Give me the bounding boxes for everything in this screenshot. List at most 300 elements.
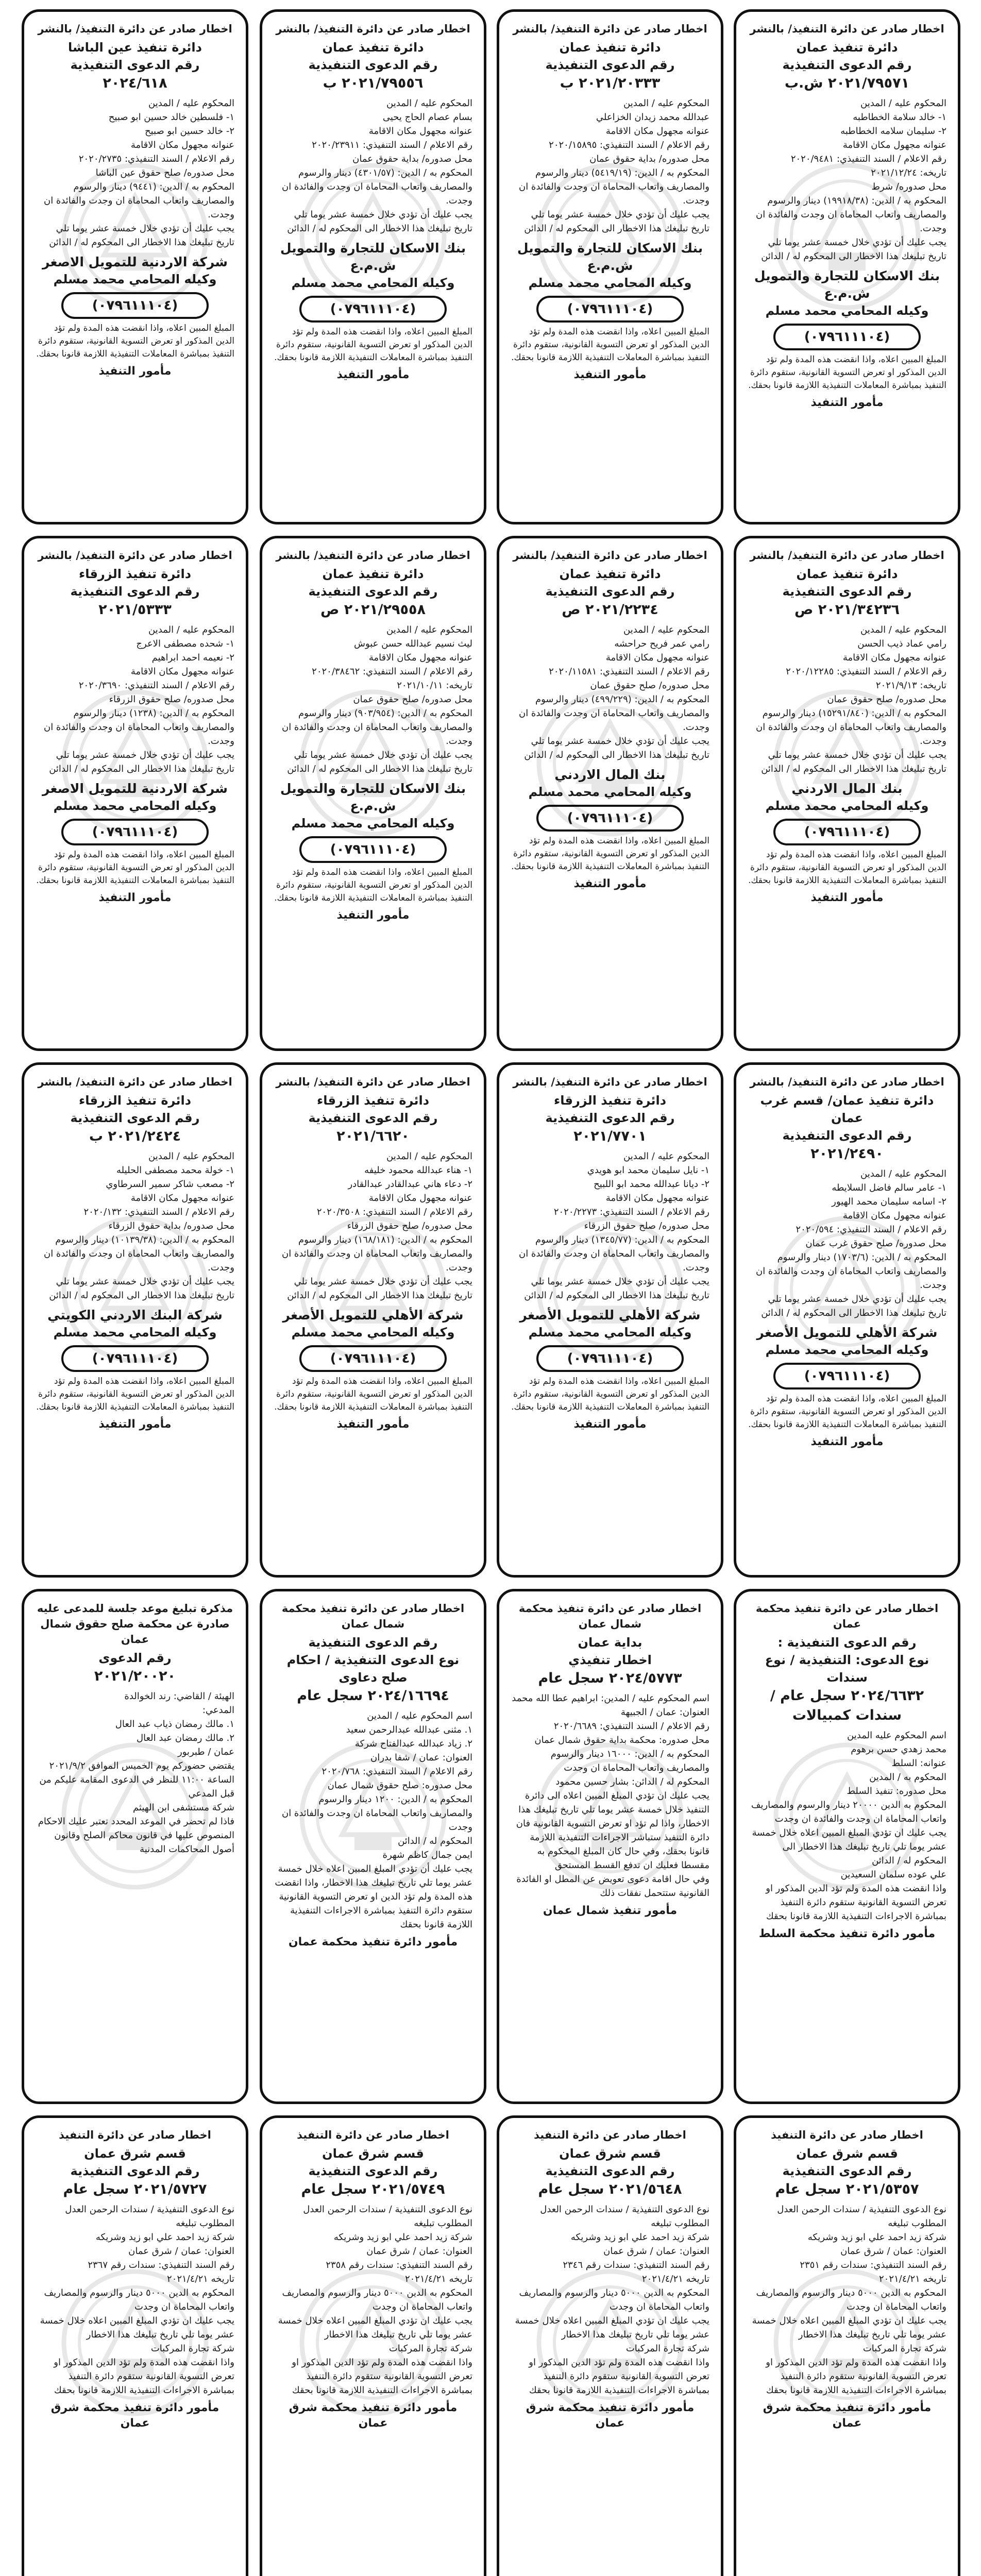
- notice-body-line: يجب عليك أن تؤدي خلال خمسة عشر يوما تلي تاريخ تبليغك هذا الاخطار الى المحكوم له / الدائن: [524, 1276, 709, 1301]
- notice-case-number: ٢٠٢١/٧٩٥٧١ ش.ب: [784, 75, 910, 91]
- notice-department: دائرة تنفيذ عمان: [796, 567, 898, 581]
- notice-body-line: فاذا لم تحضر في الموعد المحدد تعتبر عليك الاحكام المنصوص عليها في قانون محاكم الصلح وقانون أصول المحاكمات المدنية: [38, 1816, 234, 1855]
- creditor-company: شركة الأهلي للتمويل الأصغر: [282, 1308, 464, 1323]
- notice-body-line: يجب عليك أن تؤدي خلال خمسة عشر يوما تلي تاريخ تبليغك هذا الاخطار الى المحكوم له / الدائن: [287, 750, 472, 774]
- notice-body-line: يجب عليك ان تؤدي المبلغ المبين اعلاه خلال خمسة عشر يوما تلي تاريخ تبليغك هذا الاخطار: [40, 2315, 234, 2340]
- lawyer-phone: (٠٧٩٦١١١٠٤): [61, 1345, 209, 1372]
- notice-signature: مأمور التنفيذ: [573, 877, 647, 890]
- notice-body-line: ٢- نعيمه احمد ابراهيم: [151, 652, 234, 663]
- notice-footer-text: المبلغ المبين اعلاه، واذا انقضت هذه المدة ولم تؤد الدين المذكور او تعرض التسوية القانونية، ستقوم دائرة التنفيذ بمباشرة المعاملات التنفيذية اللازمة قانونا بحقك.: [511, 836, 709, 872]
- notice-body-line: واذا انقضت هذه المدة ولم تؤد الدين المذكور او تعرض التسوية القانونية ستقوم دائرة التنفيذ بمباشرة الاجراءات التنفيذية اللازمة قانونا بحقك: [529, 2357, 709, 2396]
- notice-case-heading: رقم الدعوى التنفيذية: [70, 1111, 200, 1125]
- notice-body-line: ٢- خالد حسين ابو صبيح: [145, 126, 234, 137]
- notice-body-line: المحكوم عليه / المدين: [386, 624, 472, 635]
- creditor-company: شركة الاردنية للتمويل الاصغر: [42, 255, 228, 269]
- notice-body: [36, 1149, 234, 1302]
- notice-case-number: ٢٠٢٤/٥٧٧٣ سجل عام: [538, 1670, 682, 1686]
- notice-body-line: شركة زيد احمد علي ابو زيد وشريكه: [807, 2232, 946, 2243]
- notice-body-line: رقم الاعلام / السند التنفيذي: ٢٠٢٠/٥٩٤: [796, 1224, 946, 1235]
- notice-body-line: ١- خولة محمد مصطفى الحليله: [116, 1165, 234, 1176]
- notice-title: اخطار صادر عن دائرة التنفيذ/ بالنشر: [513, 23, 707, 35]
- notice-body: [36, 1689, 234, 1856]
- notice-body-line: المحكوم به / الدين: (١٦٨/١٨١) دينار والرسوم والمصاريف واتعاب المحاماة ان وجدت والفائدة ان وجدت.: [281, 1234, 472, 1273]
- notice-body-line: بسام عصام الحاج يحيى: [382, 112, 472, 123]
- notice-department: دائرة تنفيذ الزرقاء: [553, 1093, 667, 1108]
- notice-footer-text: المبلغ المبين اعلاه، واذا انقضت هذه المدة ولم تؤد الدين المذكور او تعرض التسوية القانونية، ستقوم دائرة التنفيذ بمباشرة المعاملات التنفيذية اللازمة قانونا بحقك.: [274, 1376, 472, 1412]
- notice-body-line: محل صدوره/ شرط: [871, 181, 946, 192]
- notice-body-line: محل صدوره/ صلح حقوق عمان: [827, 694, 946, 705]
- lawyer-name: وكيله المحامي محمد مسلم: [765, 303, 929, 318]
- notice-body-line: المحكوم به / الدين: (٤٣٠١/٥٧) دينار والرسوم والمصاريف واتعاب المحاماة ان وجدت والفائدة ان وجدت.: [281, 167, 472, 206]
- notice-body-line: ١- نايل سليمان محمد ابو هويدي: [587, 1165, 709, 1176]
- lawyer-name: وكيله المحامي محمد مسلم: [765, 799, 929, 813]
- notice-body-line: العنوان: عمان / شرق عمان: [128, 2246, 234, 2257]
- notice-case-number: ٢٠٢١/٥٣٣٣: [98, 602, 172, 618]
- notice-title: اخطار صادر عن دائرة التنفيذ/ بالنشر: [513, 549, 707, 562]
- notice-title: اخطار صادر عن دائرة التنفيذ/ بالنشر: [38, 1076, 232, 1088]
- creditor-company: شركة البنك الاردني الكويتي: [47, 1308, 223, 1323]
- notice-case-number: ٢٠٢١/٥٧٢٧ سجل عام: [63, 2181, 207, 2197]
- notice-title: اخطار صادر عن دائرة التنفيذ/ بالنشر: [750, 23, 944, 35]
- notice-body-line: محل صدوره/ بداية حقوق الزرقاء: [108, 1221, 234, 1231]
- notice-body-line: ٢. زياد عبدالله عبدالفتاح شركة: [354, 1738, 472, 1749]
- notice-body-line: المحكوم عليه / المدين: [148, 1151, 234, 1162]
- notice-case-heading: رقم الدعوى التنفيذية: [70, 584, 200, 599]
- notice-title: اخطار صادر عن دائرة تنفيذ محكمة عمان: [755, 1602, 939, 1630]
- notice-body-line: عنوانه مجهول مكان الاقامة: [130, 140, 234, 150]
- notice-body-line: رقم السند التنفيذي: سندات رقم ٢٣٥١: [800, 2260, 946, 2270]
- creditor-company: بنك الاسكان للتجارة والتمويل ش.م.ع: [280, 781, 466, 814]
- notice-signature: مأمور التنفيذ: [336, 368, 410, 381]
- notice-body: [511, 623, 709, 762]
- creditor-company: بنك الاسكان للتجارة والتمويل ش.م.ع: [280, 241, 466, 273]
- notice-body-line: رقم الاعلام / السند التنفيذي: ٢٠٢٠/١٥٨٩٥: [549, 140, 709, 150]
- notice-footer-text: المبلغ المبين اعلاه، واذا انقضت هذه المدة ولم تؤد الدين المذكور او تعرض التسوية القانونية، ستقوم دائرة التنفيذ بمباشرة المعاملات التنفيذية اللازمة قانونا بحقك.: [36, 850, 234, 886]
- notice-body-line: عبدالله محمد زيدان الخزاعلي: [596, 112, 709, 123]
- notice-body-line: رقم الاعلام / السند التنفيذي: ٢٠٢٠/٢٧٣٥: [78, 154, 234, 164]
- notice-body-line: المحكوم به / الدين: (١٣٤٥/٧٧) دينار والرسوم والمصاريف واتعاب المحاماة ان وجدت والفائدة ان وجدت.: [518, 1234, 709, 1273]
- lawyer-name: وكيله المحامي محمد مسلم: [291, 276, 455, 290]
- notice-body: [274, 96, 472, 235]
- notice-body-line: محل صدوره/ صلح حقوق الزرقاء: [584, 1221, 709, 1231]
- notice-body-line: رقم الاعلام / السند التنفيذي: ٢٠٢٠/٦٦٨٩: [553, 1721, 709, 1732]
- notice-case-heading: رقم الدعوى التنفيذية: [545, 58, 675, 72]
- notice-footer-text: المبلغ المبين اعلاه، واذا انقضت هذه المدة ولم تؤد الدين المذكور او تعرض التسوية القانونية، ستقوم دائرة التنفيذ بمباشرة المعاملات التنفيذية اللازمة قانونا بحقك.: [36, 1376, 234, 1412]
- notice-title: اخطار صادر عن دائرة التنفيذ/ بالنشر: [38, 549, 232, 562]
- notice-body-line: العنوان: عمان / شفا بدران: [370, 1752, 472, 1763]
- notice-signature: مأمور دائرة تنفيذ محكمة شرق عمان: [526, 2401, 695, 2430]
- notice-case-number: ٢٠٢١/٢٤٢٤ ب: [89, 1128, 181, 1144]
- notice-case-heading: رقم الدعوى التنفيذية: [545, 1111, 675, 1125]
- notice-body-line: ١. مثنى عبدالله عبدالرحمن سعيد: [346, 1724, 472, 1735]
- notice-title: اخطار صادر عن دائرة تنفيذ محكمة شمال عمان: [281, 1602, 465, 1630]
- notice-case-number: ٢٠٢٤/١٦٦٩٤ سجل عام: [297, 1688, 449, 1704]
- notice-body-line: يجب عليك أن تؤدي خلال خمسة عشر يوما تلي تاريخ تبليغك هذا الاخطار الى المحكوم له / الدائن: [761, 750, 946, 774]
- notice-body-line: ٢- دعاء هاني عبدالقادر عبدالقادر: [348, 1179, 472, 1190]
- notice-body-line: عنوانه مجهول مكان الاقامة: [842, 652, 946, 663]
- notice-body-line: رقم الاعلام / السند التنفيذي: ٢٠٢٠/٣٦٩٠: [78, 680, 234, 691]
- notice-body-line: عنوانه مجهول مكان الاقامة: [605, 1193, 709, 1204]
- notice-body-line: يجب عليك ان تؤدي المبلغ المبين اعلاه الى دائرة التنفيذ خلال خمسة عشر يوما تلي تاريخ تبليغك هذا الاخطار، واذا لم تؤد او تعرض التسوية القانونية فان دائرة التنفيذ ستباشر الاجراءات التنفيذية اللازمة قانونا بحقك، وفي حال كان المبلغ المحكوم به مقسطا فعليك ان تدفع القسط المستحق: [516, 1790, 709, 1871]
- notice-body-line: اسم المحكوم عليه / المدين: [367, 1710, 472, 1721]
- lawyer-phone: (٠٧٩٦١١١٠٤): [299, 836, 447, 863]
- notice-signature: مأمور التنفيذ: [810, 891, 884, 904]
- notice-body-line: اسم المحكوم عليه / المدين: ابراهيم عطا الله محمد: [512, 1693, 709, 1704]
- notice-body-line: يجب عليك أن تؤدي خلال خمسة عشر يوما تلي تاريخ تبليغك هذا الاخطار الى المحكوم له / الدائن: [49, 1276, 234, 1301]
- notice-body-line: عنوانه مجهول مكان الاقامة: [842, 140, 946, 150]
- notice-body-line: المحكوم به / الدين: (٥٤١٩/١٩) دينار والرسوم والمصاريف واتعاب المحاماة ان وجدت والفائدة ان وجدت.: [518, 167, 709, 206]
- notice-case-heading: رقم الدعوى التنفيذية: [782, 58, 912, 72]
- notice-department: رقم الدعوى التنفيذية :: [777, 1635, 917, 1650]
- notice-body-line: عنوانه مجهول مكان الاقامة: [368, 652, 472, 663]
- notice-case-heading: رقم الدعوى التنفيذية: [545, 2164, 675, 2178]
- lawyer-name: وكيله المحامي محمد مسلم: [528, 785, 692, 799]
- notice-department: دائرة تنفيذ عمان: [559, 40, 661, 55]
- notice-title: اخطار صادر عن دائرة تنفيذ محكمة شمال عمان: [518, 1602, 702, 1630]
- notice-body-line: شركة تجارة المركبات: [388, 2343, 472, 2354]
- notice-body-line: يجب عليك أن تؤدي خلال خمسة عشر يوما تلي تاريخ تبليغك هذا الاخطار الى المحكوم له / الدائن: [287, 1276, 472, 1301]
- legal-notice: [22, 1062, 248, 1578]
- notice-body-line: ٢. مالك رمضان عبد العال: [136, 1733, 234, 1743]
- notice-body-line: عمان / طبربور: [177, 1747, 234, 1757]
- notice-title: اخطار صادر عن دائرة التنفيذ/ بالنشر: [276, 549, 470, 562]
- legal-notice: [497, 536, 723, 1051]
- notice-signature: مأمور دائرة تنفيذ محكمة السلط: [758, 1927, 936, 1940]
- notice-department: دائرة تنفيذ عمان: [796, 40, 898, 55]
- notice-case-number: ٢٠٢١/٥٣٥٧ سجل عام: [775, 2181, 919, 2197]
- notice-body: [748, 1167, 946, 1320]
- notice-signature: مأمور التنفيذ: [810, 1435, 884, 1448]
- notice-body-line: تاريخه ٢٠٢١/٤/٢١: [642, 2274, 709, 2284]
- notice-case-heading: رقم الدعوى التنفيذية: [782, 584, 912, 599]
- notice-body-line: تاريخه ٢٠٢١/٤/٢١: [879, 2274, 946, 2284]
- notice-case-number: ٢٠٢١/٦٦٢٠: [336, 1128, 410, 1144]
- notice-body-line: محل صدوره/ بداية حقوق عمان: [352, 154, 472, 164]
- lawyer-name: وكيله المحامي محمد مسلم: [53, 799, 217, 813]
- notice-body-line: عنوانه مجهول مكان الاقامة: [130, 666, 234, 677]
- notice-body-line: واذا انقضت هذه المدة ولم تؤد الدين المذكور او تعرض التسوية القانونية ستقوم دائرة التنفيذ بمباشرة الاجراءات التنفيذية اللازمة قانونا بحقك: [766, 2357, 946, 2396]
- notice-case-heading: نوع الدعوى التنفيذية / احكام صلح دعاوى: [286, 1653, 460, 1685]
- lawyer-phone: (٠٧٩٦١١١٠٤): [536, 805, 684, 832]
- notice-body-line: المحكوم به / الدين: (١٧٠٣/٦) دينار والرسوم والمصاريف واتعاب المحاماة ان وجدت والفائدة ان وجدت.: [755, 1252, 946, 1291]
- notice-body-line: واذا انقضت هذه المدة ولم تؤد الدين المذكور او تعرض التسوية القانونية ستقوم دائرة التنفيذ بمباشرة الاجراءات التنفيذية اللازمة قانونا بحقك: [766, 1883, 946, 1922]
- notice-body-line: محل صدوره/ بداية حقوق عمان: [589, 154, 709, 164]
- notice-signature: مأمور التنفيذ: [573, 1418, 647, 1431]
- notice-body-line: المحكوم له / الدائن: بشار حسين محمود: [555, 1776, 709, 1787]
- notice-body-line: يجب عليك أن تؤدي خلال خمسة عشر يوما تلي تاريخ تبليغك هذا الاخطار الى المحكوم له / الدائن: [49, 750, 234, 774]
- creditor-company: بنك المال الاردني: [791, 781, 903, 796]
- notice-body-line: محل صدوره/ صلح حقوق عمان: [590, 680, 709, 691]
- notice-body-line: العنوان: عمان / الجبيهة: [620, 1707, 709, 1718]
- notice-department: قسم شرق عمان: [84, 2146, 186, 2161]
- notice-body-line: محل صدوره/ صلح حقوق عين الباشا: [95, 167, 234, 178]
- legal-notice: [260, 9, 486, 524]
- notice-case-number: ٢٠٢١/٧٩٥٥٦ ب: [323, 75, 424, 91]
- notice-department: رقم الدعوى التنفيذية: [308, 1635, 438, 1650]
- notice-signature: مأمور دائرة تنفيذ محكمة شرق عمان: [289, 2401, 458, 2430]
- creditor-company: شركة الاردنية للتمويل الاصغر: [42, 781, 228, 796]
- notice-body-line: المحكوم به / الدين: (١٠١٣٩/٣٨) دينار والرسوم والمصاريف واتعاب المحاماة ان وجدت والفائدة ان وجدت.: [43, 1234, 234, 1273]
- notice-body-line: شركة زيد احمد علي ابو زيد وشريكه: [570, 2232, 709, 2243]
- notice-body-line: شركة زيد احمد علي ابو زيد وشريكه: [95, 2232, 234, 2243]
- notice-body: [36, 623, 234, 776]
- legal-notice: [22, 9, 248, 524]
- notice-body-line: المحكوم به الدين ٥٠٠٠ دينار والرسوم والمصاريف واتعاب المحاماة ان وجدت: [282, 2287, 472, 2312]
- notice-body-line: العنوان: عمان / شرق عمان: [603, 2246, 709, 2257]
- notice-body-line: ١- فلسطين خالد حسين ابو صبيح: [108, 112, 234, 123]
- notice-body-line: نوع الدعوى التنفيذية / سندات الرحمن العدل: [65, 2204, 234, 2215]
- notice-department: دائرة تنفيذ عمان/ قسم غرب عمان: [760, 1093, 934, 1125]
- notice-body-line: المحكوم به / الدين: (٩٠٣/٩٥٤) دينار والرسوم والمصاريف واتعاب المحاماة ان وجدت والفائدة ان وجدت.: [281, 708, 472, 747]
- notice-body-line: شركة مستشفى ابن الهيثم: [132, 1802, 234, 1813]
- notice-body-line: المحكوم به / الدين: (١٥٢٩١/٨٤٠) دينار والرسوم والمصاريف واتعاب المحاماة ان وجدت والفائدة ان وجدت.: [755, 708, 946, 747]
- notice-body-line: ٢- مصعب شاكر سمير السرطاوي: [106, 1179, 234, 1190]
- notice-body-line: رقم السند التنفيذي: سندات رقم ٢٣٦٧: [88, 2260, 234, 2270]
- notice-footer-text: المبلغ المبين اعلاه، واذا انقضت هذه المدة ولم تؤد الدين المذكور او تعرض التسوية القانونية، ستقوم دائرة التنفيذ بمباشرة المعاملات التنفيذية اللازمة قانونا بحقك.: [274, 327, 472, 363]
- notice-case-heading: رقم الدعوى التنفيذية: [308, 1111, 438, 1125]
- notice-signature: مأمور التنفيذ: [810, 396, 884, 409]
- notice-body-line: اسم المحكوم عليه المدين: [847, 1730, 946, 1741]
- notice-department: بداية عمان: [578, 1635, 642, 1650]
- notice-title: اخطار صادر عن دائرة التنفيذ: [59, 2129, 211, 2141]
- notice-department: دائرة تنفيذ عمان: [322, 40, 424, 55]
- notice-department: قسم شرق عمان: [322, 2146, 424, 2161]
- notice-body-line: محمد زهدي حسن برهوم: [851, 1744, 946, 1755]
- notice-case-number: ٢٠٢٤/٦٦٣٢ سجل عام / سندات كمبيالات: [770, 1688, 924, 1723]
- notice-body-line: ٢- سليمان سلامه الخطاطبه: [840, 126, 946, 137]
- notice-footer-text: المبلغ المبين اعلاه، واذا انقضت هذه المدة ولم تؤد الدين المذكور او تعرض التسوية القانونية، ستقوم دائرة التنفيذ بمباشرة المعاملات التنفيذية اللازمة قانونا بحقك.: [748, 850, 946, 886]
- lawyer-name: وكيله المحامي محمد مسلم: [528, 276, 692, 290]
- notice-body: [36, 2202, 234, 2397]
- notice-signature: مأمور التنفيذ: [98, 891, 172, 904]
- lawyer-name: وكيله المحامي محمد مسلم: [528, 1325, 692, 1340]
- notice-body-line: تاريخه: ٢٠٢١/١٠/١١: [397, 680, 472, 691]
- notice-department: دائرة تنفيذ الزرقاء: [316, 1093, 430, 1108]
- notice-department: دائرة تنفيذ عمان: [559, 567, 661, 581]
- legal-notice: [497, 2115, 723, 2576]
- notice-department: قسم شرق عمان: [559, 2146, 661, 2161]
- notice-body-line: المحكوم عليه / المدين: [860, 98, 946, 109]
- notice-body-line: يجب عليك أن تؤدي المبلغ المبين اعلاه خلال خمسة عشر يوما تلي تاريخ تبليغك هذا الاخطار، واذا انقضت هذه المدة ولم تؤد الدين او تعرض التسوية القانونية ستقوم دائرة التنفيذ بمباشرة الاجراءات التنفيذية اللازمة قانونا بحقك: [275, 1863, 472, 1930]
- notice-title: اخطار صادر عن دائرة التنفيذ: [771, 2129, 923, 2141]
- notice-body: [748, 96, 946, 263]
- notice-body-line: رقم الاعلام / السند التنفيذي: ٢٠٢٠/٢٢٧٣: [553, 1207, 709, 1217]
- notice-body-line: عنوانه مجهول مكان الاقامة: [605, 652, 709, 663]
- notice-body-line: يجب عليك أن تؤدي خلال خمسة عشر يوما تلي تاريخ تبليغك هذا الاخطار الى المحكوم له / الدائن: [287, 209, 472, 234]
- notice-body-line: ١- هناء عبدالله محمود خليفه: [364, 1165, 472, 1176]
- notice-body-line: رقم الاعلام / السند التنفيذي: ٢٠٢٠/١٢٢٨٥: [786, 666, 946, 677]
- notice-body: [511, 1149, 709, 1302]
- notice-title: اخطار صادر عن دائرة التنفيذ/ بالنشر: [750, 549, 944, 562]
- lawyer-name: وكيله المحامي محمد مسلم: [291, 816, 455, 831]
- notice-case-heading: رقم الدعوى التنفيذية: [545, 584, 675, 599]
- notice-body-line: المحكوم عليه / المدين: [386, 1151, 472, 1162]
- notice-case-number: ٢٠٢١/٢٠٠٢٠: [94, 1668, 176, 1684]
- notice-signature: مأمور التنفيذ: [573, 368, 647, 381]
- notice-body-line: ٢- اسامه سليمان محمد الهيور: [832, 1196, 946, 1207]
- notice-body-line: ٢- ديانا عبدالله محمد ابو اللبيح: [594, 1179, 709, 1190]
- legal-notice: [497, 1589, 723, 2104]
- notice-body-line: المحكوم به الدين ٢٠٠٠٠ دينار والرسوم والمصاريف واتعاب المحاماة ان وجدت والفائدة ان وجدت: [751, 1800, 946, 1824]
- lawyer-name: وكيله المحامي محمد مسلم: [53, 1325, 217, 1340]
- notice-body-line: وفي حال اقامة دعوى تعويض عن المطل او الفائدة القانونية ستتحمل نفقات ذلك: [516, 1874, 709, 1899]
- creditor-company: شركة الأهلي للتمويل الأصغر: [756, 1325, 938, 1340]
- lawyer-phone: (٠٧٩٦١١١٠٤): [773, 819, 921, 845]
- legal-notice: [22, 2115, 248, 2576]
- notice-footer-text: المبلغ المبين اعلاه، واذا انقضت هذه المدة ولم تؤد الدين المذكور او تعرض التسوية القانونية، ستقوم دائرة التنفيذ بمباشرة المعاملات التنفيذية اللازمة قانونا بحقك.: [511, 1376, 709, 1412]
- notice-body-line: العنوان: عمان / شرق عمان: [366, 2246, 472, 2257]
- notice-title: اخطار صادر عن دائرة التنفيذ: [534, 2129, 686, 2141]
- creditor-company: بنك المال الاردني: [554, 767, 666, 782]
- notice-title: اخطار صادر عن دائرة التنفيذ/ بالنشر: [38, 23, 232, 35]
- notice-body-line: المحكوم عليه / المدين: [623, 624, 709, 635]
- notice-case-heading: اخطار تنفيذي: [568, 1653, 652, 1667]
- notice-body-line: المحكوم به / الدين: (٤٩٩/٢٢٩) دينار والرسوم والمصاريف واتعاب المحاماة ان وجدت والفائدة ان وجدت.: [518, 694, 709, 733]
- notice-body-line: يقتضي حضوركم يوم الخميس الموافق ٢٠٢١/٩/٢ الساعة ١١:٠٠ للنظر في الدعوى المقامة عليكم من قبل المدعي: [39, 1760, 234, 1799]
- notice-body-line: الهيئة / القاضي: رند الخوالدة: [124, 1691, 234, 1702]
- notice-title: اخطار صادر عن دائرة التنفيذ/ بالنشر: [513, 1076, 707, 1088]
- notice-body: [511, 96, 709, 235]
- notice-body-line: المحكوم له / الدائن: [398, 1836, 472, 1846]
- notice-body-line: يجب عليك ان تؤدي المبلغ المبين اعلاه خلال خمسة عشر يوما تلي تاريخ تبليغك هذا الاخطار: [278, 2315, 472, 2340]
- notice-body-line: محل صدوره/ صلح حقوق الزرقاء: [109, 694, 234, 705]
- notice-title: اخطار صادر عن دائرة التنفيذ: [297, 2129, 449, 2141]
- notice-body-line: رقم الاعلام / السند التنفيذي: ٢٠٢٠/١١٥٨١: [549, 666, 709, 677]
- notice-department: دائرة تنفيذ الزرقاء: [78, 567, 192, 581]
- notice-body: [36, 96, 234, 249]
- legal-notice: [734, 1062, 960, 1578]
- notice-case-number: ٢٠٢١/٢٤٩٠: [810, 1146, 884, 1162]
- notice-body-line: شركة تجارة المركبات: [150, 2343, 234, 2354]
- notice-department: دائرة تنفيذ عمان: [322, 567, 424, 581]
- notice-footer-text: المبلغ المبين اعلاه، واذا انقضت هذه المدة ولم تؤد الدين المذكور او تعرض التسوية القانونية، ستقوم دائرة التنفيذ بمباشرة المعاملات التنفيذية اللازمة قانونا بحقك.: [748, 1394, 946, 1430]
- notice-signature: مأمور التنفيذ: [98, 1418, 172, 1431]
- notice-body-line: ١- خالد سلامة الخطاطبه: [853, 112, 946, 123]
- notice-body-line: يجب عليك ان تؤدي المبلغ المبين اعلاه خلال خمسة عشر يوما تلي تاريخ تبليغك هذا الاخطار: [752, 2315, 946, 2340]
- notice-body-line: عنوانه مجهول مكان الاقامة: [368, 1193, 472, 1204]
- notice-title: اخطار صادر عن دائرة التنفيذ/ بالنشر: [750, 1076, 944, 1088]
- lawyer-name: وكيله المحامي محمد مسلم: [291, 1325, 455, 1340]
- notice-body-line: المطلوب تبليغه: [651, 2218, 709, 2229]
- notice-body-line: المحكوم عليه / المدين: [148, 98, 234, 109]
- notice-body-line: المحكوم عليه / المدين: [386, 98, 472, 109]
- lawyer-phone: (٠٧٩٦١١١٠٤): [773, 324, 921, 350]
- notice-body: [274, 1709, 472, 1931]
- notice-body-line: رقم السند التنفيذي: سندات رقم ٢٣٥٨: [326, 2260, 472, 2270]
- creditor-company: بنك الاسكان للتجارة والتمويل ش.م.ع: [517, 241, 703, 273]
- notice-body-line: ليث نسيم عبدالله حسن عبوش: [353, 638, 472, 649]
- notice-signature: مأمور دائرة تنفيذ محكمة شرق عمان: [50, 2401, 219, 2430]
- notice-body-line: رقم الاعلام / السند التنفيذي: ٢٠٢٠/٣٨٤٦٢: [312, 666, 472, 677]
- notice-body: [748, 2202, 946, 2397]
- lawyer-name: وكيله المحامي محمد مسلم: [53, 272, 217, 286]
- notice-body-line: المحكوم عليه / المدين: [623, 1151, 709, 1162]
- notice-case-number: ٢٠٢١/٧٧٠١: [573, 1128, 647, 1144]
- legal-notice: [22, 1589, 248, 2104]
- creditor-company: شركة الأهلي للتمويل الأصغر: [519, 1308, 701, 1323]
- legal-notice: [260, 1589, 486, 2104]
- notice-case-heading: رقم الدعوى التنفيذية: [308, 58, 438, 72]
- notice-case-heading: رقم الدعوى التنفيذية: [782, 1128, 912, 1143]
- notice-body-line: المحكوم به / المدين: [869, 1772, 946, 1783]
- notice-body-line: المحكوم به الدين ٥٠٠٠ دينار والرسوم والمصاريف واتعاب المحاماة ان وجدت: [519, 2287, 709, 2312]
- notice-body-line: تاريخه ٢٠٢١/٤/٢١: [405, 2274, 472, 2284]
- notice-body-line: المحكوم عليه / المدين: [860, 1168, 946, 1179]
- legal-notice: [260, 2115, 486, 2576]
- legal-notice: [260, 536, 486, 1051]
- notice-case-heading: رقم الدعوى التنفيذية: [70, 58, 200, 72]
- notice-title: مذكرة تبليغ موعد جلسة للمدعى عليه صادرة عن محكمة صلح حقوق شمال عمان: [37, 1602, 233, 1646]
- legal-notice: [22, 536, 248, 1051]
- notice-title: اخطار صادر عن دائرة التنفيذ/ بالنشر: [276, 1076, 470, 1088]
- notice-case-number: ٢٠٢٤/٦١٨: [103, 75, 167, 91]
- notice-department: رقم الدعوى: [98, 1651, 172, 1665]
- notice-body-line: عنوانه مجهول مكان الاقامة: [130, 1193, 234, 1204]
- legal-notice: [497, 1062, 723, 1578]
- legal-notice: [497, 9, 723, 524]
- legal-notice: [734, 536, 960, 1051]
- notice-body-line: شركة تجارة المركبات: [862, 2343, 946, 2354]
- legal-notice: [734, 2115, 960, 2576]
- notice-footer-text: المبلغ المبين اعلاه، واذا انقضت هذه المدة ولم تؤد الدين المذكور او تعرض التسوية القانونية، ستقوم دائرة التنفيذ بمباشرة المعاملات التنفيذية اللازمة قانونا بحقك.: [36, 323, 234, 359]
- notice-body-line: رامي عماد ذيب الحسن: [857, 638, 946, 649]
- notice-body-line: عنوانه: السلط: [891, 1758, 946, 1769]
- lawyer-phone: (٠٧٩٦١١١٠٤): [536, 296, 684, 323]
- notice-body-line: يجب عليك أن تؤدي خلال خمسة عشر يوما تلي تاريخ تبليغك هذا الاخطار الى المحكوم له / الدائن: [524, 209, 709, 234]
- notice-body-line: المحكوم به / الدين: ١٢٠٠ دينار والرسوم والمصاريف واتعاب المحاماة ان وجدت والفائدة ان وجدت: [281, 1794, 472, 1833]
- notice-body-line: تاريخه: ٢٠٢١/١٢/٢٤: [871, 167, 946, 178]
- notice-signature: مأمور تنفيذ شمال عمان: [543, 1904, 678, 1917]
- notice-body: [274, 2202, 472, 2397]
- notice-case-number: ٢٠٢١/٢٢٣٤ ص: [562, 602, 658, 618]
- notice-body-line: المحكوم عليه / المدين: [623, 98, 709, 109]
- notice-body-line: المحكوم به الدين ٥٠٠٠ دينار والرسوم والمصاريف واتعاب المحاماة ان وجدت: [756, 2287, 946, 2312]
- notice-body-line: نوع الدعوى التنفيذية / سندات الرحمن العدل: [777, 2204, 946, 2215]
- notice-body-line: رقم الاعلام / السند التنفيذي: ٢٠٢٠/٩٤٨١: [790, 154, 946, 164]
- notice-body-line: رقم الاعلام / السند التنفيذي: ٢٠٢٠/١٣٢: [83, 1207, 234, 1217]
- notice-signature: مأمور التنفيذ: [98, 365, 172, 378]
- notice-footer-text: المبلغ المبين اعلاه، واذا انقضت هذه المدة ولم تؤد الدين المذكور او تعرض التسوية القانونية، ستقوم دائرة التنفيذ بمباشرة المعاملات التنفيذية اللازمة قانونا بحقك.: [511, 327, 709, 363]
- notice-case-number: ٢٠٢١/٥٧٤٩ سجل عام: [301, 2181, 445, 2197]
- notice-body-line: المحكوم به / الدين: (٩٤٤١) دينار والرسوم والمصاريف واتعاب المحاماة ان وجدت والفائدة ان وجدت.: [43, 181, 234, 220]
- notice-body-line: العنوان: عمان / شرق عمان: [840, 2246, 946, 2257]
- notice-case-number: ٢٠٢١/٥٦٤٨ سجل عام: [538, 2181, 682, 2197]
- notice-signature: مأمور دائرة تنفيذ محكمة شرق عمان: [763, 2401, 932, 2430]
- notice-department: قسم شرق عمان: [796, 2146, 898, 2161]
- notice-body-line: ايمن جمال كاظم شهرة: [382, 1850, 472, 1860]
- notice-body-line: المحكوم عليه / المدين: [860, 624, 946, 635]
- notice-body: [274, 623, 472, 776]
- notice-body-line: رقم السند التنفيذي: سندات رقم ٢٣٤٦: [563, 2260, 709, 2270]
- lawyer-name: وكيله المحامي محمد مسلم: [765, 1343, 929, 1357]
- notice-department: دائرة تنفيذ عين الباشا: [68, 40, 202, 55]
- notice-body-line: المحكوم به الدين ٥٠٠٠ دينار والرسوم والمصاريف واتعاب المحاماة ان وجدت: [44, 2287, 234, 2312]
- notice-signature: مأمور التنفيذ: [336, 1418, 410, 1431]
- notice-case-heading: رقم الدعوى التنفيذية: [308, 2164, 438, 2178]
- notice-case-number: ٢٠٢١/٣٤٢٣٦ ص: [794, 602, 900, 618]
- notice-body-line: ١. مالك رمضان ذياب عبد العال: [115, 1719, 234, 1730]
- notice-signature: مأمور دائرة تنفيذ محكمة عمان: [288, 1936, 458, 1948]
- legal-notice: [260, 1062, 486, 1578]
- notice-body: [748, 623, 946, 776]
- lawyer-phone: (٠٧٩٦١١١٠٤): [61, 292, 209, 319]
- notice-body-line: رقم الاعلام / السند التنفيذي: ٢٠٢٠/٧٦٨: [322, 1766, 472, 1777]
- notice-body: [511, 2202, 709, 2397]
- legal-notice: [734, 1589, 960, 2104]
- notice-body-line: المحكوم به / الدين: (١٢٣٨) دينار والرسوم والمصاريف واتعاب المحاماة ان وجدت والفائدة ان وجدت.: [43, 708, 234, 747]
- notice-body-line: تاريخه ٢٠٢١/٤/٢١: [167, 2274, 234, 2284]
- notice-body: [511, 1691, 709, 1900]
